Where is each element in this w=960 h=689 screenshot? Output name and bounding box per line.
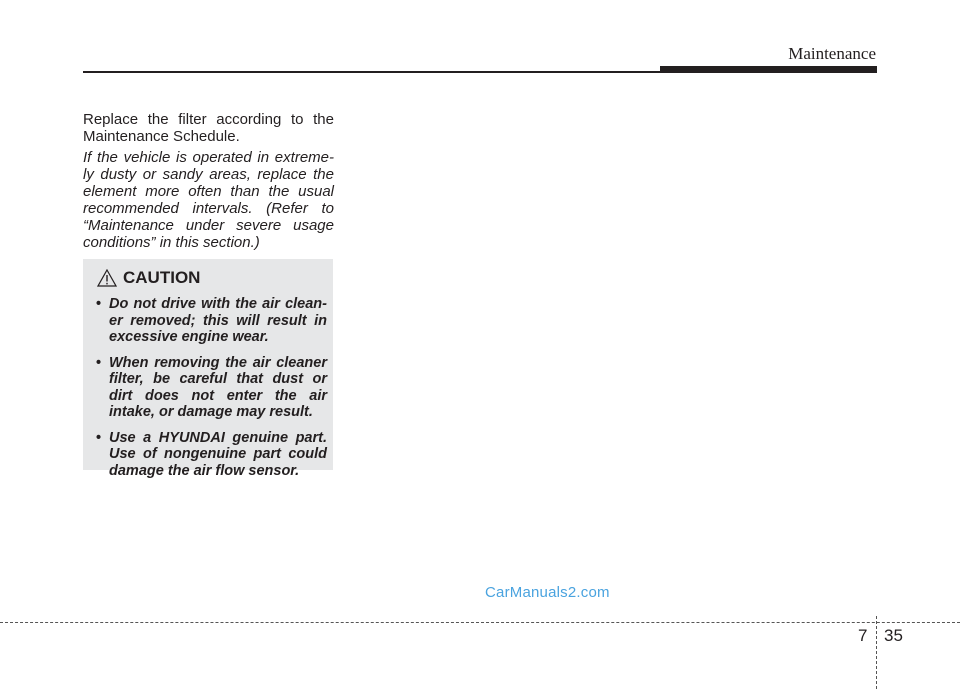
body-paragraph: Replace the filter according to the Maintenance Schedule. [83,111,334,145]
caution-item-text: When removing the air cleaner filter, be careful that dust or dirt does not enter the air intake, or damage may result. [109,354,327,420]
header-rule-thick [660,66,877,73]
caution-item: • Do not drive with the air clean-er removed; this will result in excessive engine wear. [96,296,327,345]
body-note-italic: If the vehicle is operated in extreme-ly dusty or sandy areas, replace the element more often than the usual recommended intervals. (Refer to “Maintenance under severe usage conditions” in this section.) [83,149,334,251]
caution-title: CAUTION [123,268,201,287]
caution-item: • Use a HYUNDAI genuine part. Use of nongenuine part could damage the air flow sensor. [96,429,327,479]
caution-item-text: Use a HYUNDAI genuine part. Use of nongenuine part could damage the air flow sensor. [109,429,327,479]
caution-header [97,267,200,289]
footer-page-divider [876,616,877,689]
warning-triangle-icon [97,269,117,287]
page-number: 35 [884,626,903,645]
caution-box [83,259,333,479]
chapter-number: 7 [858,626,868,645]
caution-item: • When removing the air cleaner filter, be careful that dust or dirt does not enter the air intake, or damage may result. [96,354,327,420]
footer-dashed-rule [0,622,960,623]
section-title: Maintenance [788,44,876,63]
header-rule-thin [83,71,660,73]
watermark-link[interactable]: CarManuals2.com [485,584,610,601]
caution-list [91,296,327,488]
caution-item-text: Do not drive with the air clean-er removed; this will result in excessive engine wear. [109,296,327,345]
